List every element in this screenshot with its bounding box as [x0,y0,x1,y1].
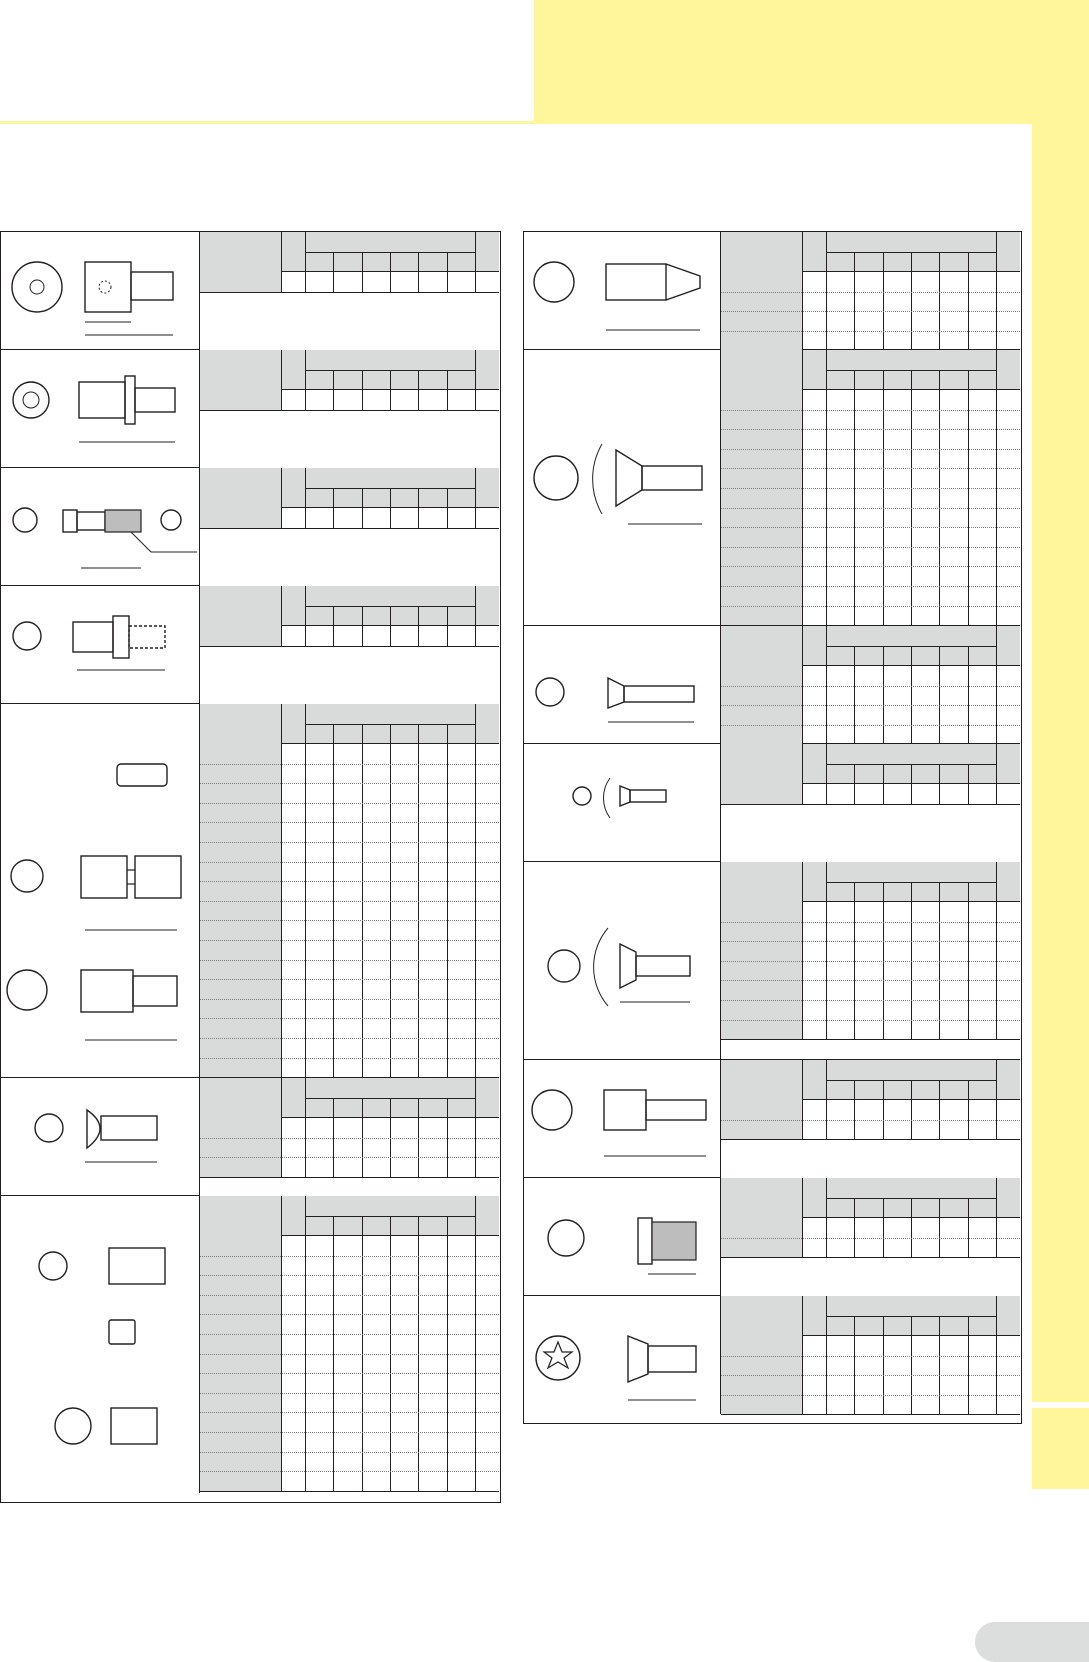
table-row [721,566,1020,567]
sub-column-divider [968,764,969,804]
sub-column-divider [333,370,334,410]
column-divider [802,862,803,1039]
table-row [200,1452,499,1453]
sub-column-divider [968,1198,969,1257]
table-row [721,311,1020,312]
designation-column [721,744,802,804]
left-block-6 [1,1078,499,1196]
sub-column-divider [362,606,363,646]
column-divider [305,704,306,1077]
table-row [721,331,1020,332]
column-divider [305,350,306,410]
table-row [721,725,1020,726]
table-row [200,1491,499,1492]
cam-screw-slotted-icon [1,468,200,586]
set-screws-hex-socket-icon [1,1196,200,1493]
table-row [200,1412,499,1413]
table-row [200,1157,499,1158]
table-row [721,1120,1020,1121]
column-divider [996,862,997,1039]
sub-column-divider [390,488,391,528]
column-divider [281,232,282,292]
sub-column-divider [854,1080,855,1139]
sub-column-divider [854,764,855,804]
spec-table [200,350,499,468]
sub-column-divider [883,646,884,744]
right-block-6 [524,1060,1020,1178]
table-row [721,429,1020,430]
drawing-cap-head-screw [524,1060,721,1178]
spec-table [200,586,499,704]
spec-table [721,232,1020,350]
table-row [200,960,499,961]
table-row [200,1314,499,1315]
right-table-panel [523,231,1022,1424]
column-divider [826,744,827,804]
table-row [721,508,1020,509]
table-row [200,920,499,921]
spec-table [721,744,1020,862]
table-row [200,1471,499,1472]
cap-head-screw-icon [524,1060,721,1178]
table-row [721,488,1020,489]
column-divider [475,704,476,1077]
sub-column-divider [939,1316,940,1414]
sub-column-divider [911,646,912,744]
table-row [200,764,499,765]
drawing-pin-screw-cross-hole [1,232,200,350]
sub-column-divider [939,764,940,804]
side-tab [1032,124,1089,1489]
sub-column-divider [883,764,884,804]
column-divider [281,1196,282,1491]
designation-column [200,350,281,410]
sub-column-divider [854,646,855,744]
table-row [200,1432,499,1433]
sub-column-divider [390,606,391,646]
sub-column-divider [333,488,334,528]
table-note [721,1140,1020,1178]
sub-column-divider [447,606,448,646]
column-divider [475,1078,476,1177]
column-divider [281,704,282,1077]
sub-column-divider [390,370,391,410]
sub-column-divider [968,1080,969,1139]
sub-column-divider [390,252,391,292]
column-divider [802,1060,803,1139]
left-block-5 [1,704,499,1078]
column-divider [305,586,306,646]
drawing-countersunk-screw-small [524,744,721,862]
table-row [200,862,499,863]
mushroom-head-screw-icon [1,1078,200,1196]
column-divider [475,586,476,646]
right-block-1 [524,232,1020,350]
column-divider [475,350,476,410]
column-divider [802,1178,803,1257]
table-row [721,586,1020,587]
column-divider [281,468,282,528]
table-row [721,547,1020,548]
table-row [200,803,499,804]
flange-nut-screw-icon [524,1178,721,1296]
left-block-3 [1,468,499,586]
sub-column-divider [883,1080,884,1139]
double-ended-screws-icon [1,704,200,1078]
left-block-1 [1,232,499,350]
sub-column-divider [362,488,363,528]
table-note [200,411,499,468]
table-row [721,468,1020,469]
left-block-7 [1,1196,499,1493]
table-note [200,293,499,350]
column-divider [281,1078,282,1177]
column-divider [305,1078,306,1177]
sub-column-divider [854,1316,855,1414]
table-row [721,606,1020,607]
table-row [200,842,499,843]
spec-table [200,468,499,586]
sub-column-divider [854,252,855,350]
sub-column-divider [883,1316,884,1414]
sub-column-divider [333,252,334,292]
table-row [721,292,1020,293]
table-row [721,1000,1020,1001]
column-divider [826,1178,827,1257]
sub-column-divider [911,1316,912,1414]
sub-column-divider [968,646,969,744]
table-row [721,980,1020,981]
table-row [721,705,1020,706]
right-block-4 [524,744,1020,862]
sub-column-divider [968,1316,969,1414]
right-block-5 [524,862,1020,1060]
table-row [721,961,1020,962]
table-row [200,1354,499,1355]
side-tab-divider [1032,1402,1089,1408]
table-note [200,529,499,586]
sub-column-divider [362,252,363,292]
header-rule [0,121,534,124]
table-row [200,822,499,823]
table-note [200,647,499,704]
column-divider [475,468,476,528]
header-band [534,0,1089,124]
pin-screw-flange-icon [1,586,200,704]
sub-column-divider [854,1198,855,1257]
table-row [200,783,499,784]
table-row [200,1393,499,1394]
table-row [721,922,1020,923]
right-block-2 [524,350,1020,626]
designation-column [200,468,281,528]
spec-table [200,704,499,1078]
drawing-countersunk-screw-medium [524,626,721,744]
countersunk-screw-short-icon [524,862,721,1060]
table-row [721,1414,1020,1415]
sub-column-divider [418,488,419,528]
table-row [721,410,1020,411]
table-row [200,1373,499,1374]
left-table-panel [0,231,501,1503]
left-block-4 [1,586,499,704]
designation-column [721,1178,802,1257]
sub-column-divider [447,370,448,410]
drawing-countersunk-screw-short [524,862,721,1060]
right-block-3 [524,626,1020,744]
pin-screw-collar-icon [1,350,200,468]
sub-column-divider [939,1080,940,1139]
column-divider [475,232,476,292]
column-divider [305,232,306,292]
table-row [721,527,1020,528]
sub-column-divider [418,606,419,646]
spec-table [200,1078,499,1196]
column-divider [996,744,997,804]
column-divider [281,350,282,410]
designation-column [200,232,281,292]
table-row [721,1375,1020,1376]
drawing-flange-nut-screw [524,1178,721,1296]
table-note [200,1178,499,1196]
column-divider [996,1178,997,1257]
table-row [200,1018,499,1019]
sub-column-divider [939,252,940,350]
table-row [721,686,1020,687]
column-divider [996,1060,997,1139]
table-row [721,1395,1020,1396]
table-row [200,1295,499,1296]
drawing-torx-countersunk-screw [524,1296,721,1414]
table-row [721,941,1020,942]
column-divider [305,1196,306,1491]
table-row [200,979,499,980]
table-note [721,805,1020,862]
drawing-cam-screw-slotted [1,468,200,586]
sub-column-divider [939,1198,940,1257]
table-row [200,999,499,1000]
tapered-set-screw-icon [524,232,721,350]
table-row [200,940,499,941]
countersunk-screw-small-icon [524,744,721,862]
sub-column-divider [447,252,448,292]
column-divider [281,586,282,646]
page-number-tab [975,1622,1089,1662]
table-row [200,1058,499,1059]
drawing-countersunk-screw-large [524,350,721,626]
sub-column-divider [333,606,334,646]
sub-column-divider [968,252,969,350]
designation-column [200,1196,281,1491]
drawing-set-screws-hex-socket [1,1196,200,1493]
drawing-double-ended-screws [1,704,200,1078]
table-row [721,1238,1020,1239]
spec-table [200,1196,499,1493]
column-divider [305,468,306,528]
table-row [721,1020,1020,1021]
column-divider [826,862,827,1039]
sub-column-divider [939,646,940,744]
column-divider [475,1196,476,1491]
table-row [200,1038,499,1039]
sub-column-divider [362,370,363,410]
table-row [200,1275,499,1276]
column-divider [826,1060,827,1139]
spec-table [721,350,1020,626]
sub-column-divider [911,1080,912,1139]
designation-column [200,1078,281,1177]
right-block-8 [524,1296,1020,1414]
countersunk-screw-medium-icon [524,626,721,744]
spec-table [721,1060,1020,1178]
table-row [200,1138,499,1139]
sub-column-divider [911,1198,912,1257]
countersunk-screw-large-icon [524,350,721,626]
table-row [721,1039,1020,1040]
drawing-pin-screw-flange [1,586,200,704]
sub-column-divider [911,252,912,350]
table-row [200,1334,499,1335]
column-divider [802,744,803,804]
designation-column [721,1060,802,1139]
table-note [721,1258,1020,1296]
pin-screw-cross-hole-icon [1,232,200,350]
spec-table [721,862,1020,1060]
drawing-tapered-set-screw [524,232,721,350]
designation-column [200,586,281,646]
sub-column-divider [418,252,419,292]
torx-countersunk-screw-icon [524,1296,721,1414]
sub-column-divider [883,252,884,350]
table-row [721,449,1020,450]
sub-column-divider [418,370,419,410]
designation-column [200,704,281,1077]
spec-table [721,626,1020,744]
right-block-7 [524,1178,1020,1296]
spec-table [200,232,499,350]
spec-table [721,1296,1020,1414]
table-row [200,881,499,882]
table-row [721,1356,1020,1357]
spec-table [721,1178,1020,1296]
designation-column [721,862,802,1039]
table-row [200,1256,499,1257]
drawing-pin-screw-collar [1,350,200,468]
table-row [200,901,499,902]
sub-column-divider [883,1198,884,1257]
sub-column-divider [447,488,448,528]
left-block-2 [1,350,499,468]
sub-column-divider [911,764,912,804]
drawing-mushroom-head-screw [1,1078,200,1196]
